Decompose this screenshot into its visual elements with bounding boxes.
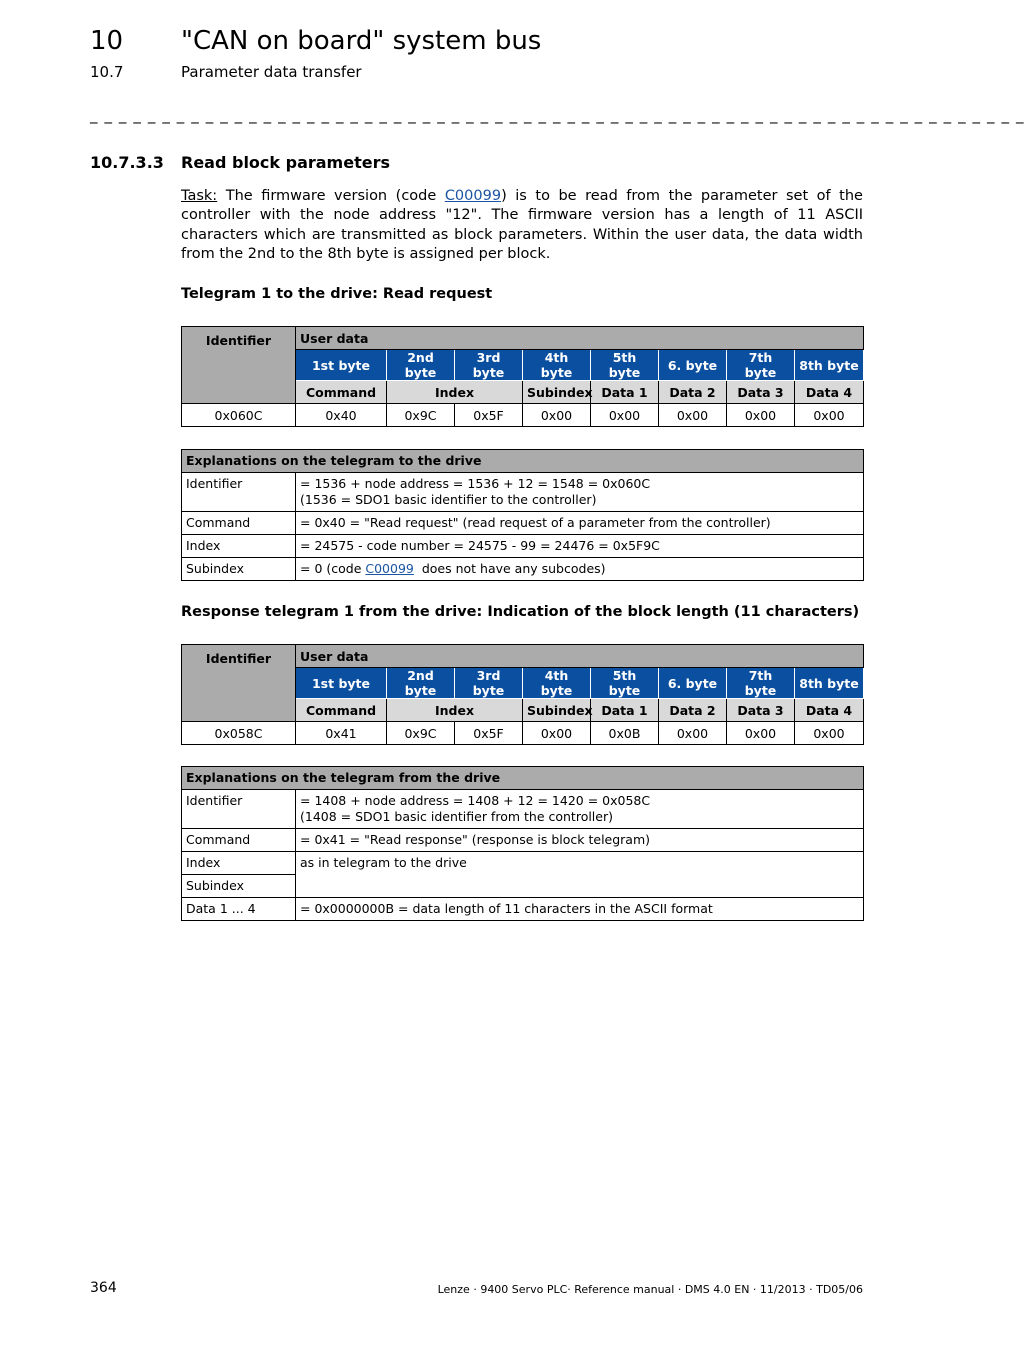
explain-value: as in telegram to the drive — [296, 852, 864, 898]
byte-header: 4th byte — [523, 350, 591, 381]
byte-header: 2nd byte — [387, 350, 455, 381]
explain-label: Subindex — [182, 875, 296, 898]
byte-header: 6. byte — [659, 350, 727, 381]
field-header: Data 4 — [795, 381, 864, 404]
field-header: Data 3 — [727, 381, 795, 404]
field-header: Data 2 — [659, 381, 727, 404]
table-cell: 0x00 — [727, 722, 795, 745]
chapter-number: 10 — [90, 26, 124, 56]
explain-line: (1408 = SDO1 basic identifier from the controller) — [300, 809, 613, 824]
byte-header: 5th byte — [591, 668, 659, 699]
subsection-number: 10.7.3.3 — [90, 153, 164, 172]
table-cell: 0x00 — [795, 722, 864, 745]
header-rule: _ _ _ _ _ _ _ _ _ _ _ _ _ _ _ _ _ _ _ _ _ _ _ _ _ _ _ _ _ _ _ _ _ _ _ _ _ _ _ _ _ _ _ _ _ _ _ _ _ _ _ _ _ _ _ _ _ _ _ _ _ _ _ _ _ — [90, 106, 1025, 124]
byte-header: 3rd byte — [455, 350, 523, 381]
explain1-table — [181, 449, 864, 581]
table-cell: 0x060C — [182, 404, 296, 427]
chapter-title: "CAN on board" system bus — [181, 26, 542, 56]
explain-value: = 0x40 = "Read request" (read request of a parameter from the controller) — [296, 512, 864, 535]
task-label: Task: — [181, 188, 218, 204]
table-cell: 0x41 — [296, 722, 387, 745]
explain-label: Command — [182, 512, 296, 535]
field-header: Index — [387, 699, 523, 722]
field-header: Data 4 — [795, 699, 864, 722]
table-cell: 0x00 — [523, 404, 591, 427]
explain-value — [296, 473, 864, 512]
field-header: Data 1 — [591, 381, 659, 404]
user-data-header: User data — [296, 327, 864, 350]
byte-header: 6. byte — [659, 668, 727, 699]
identifier-header: Identifier — [182, 327, 296, 404]
table-cell: 0x40 — [296, 404, 387, 427]
table-cell: 0x0B — [591, 722, 659, 745]
field-header: Subindex — [523, 381, 591, 404]
task-text-2: ) is to be read from the parameter set of the controller with the node address "12". The firmware version has a length of 11 ASCII characters which are transmitted as block parameters. Within the user data, the data width from the 2nd to the 8th byte is assigned per block. — [181, 188, 863, 263]
section-title: Parameter data transfer — [181, 63, 362, 81]
field-header: Data 1 — [591, 699, 659, 722]
field-header: Command — [296, 381, 387, 404]
table-cell: 0x00 — [591, 404, 659, 427]
table-cell: 0x058C — [182, 722, 296, 745]
telegram1-heading: Telegram 1 to the drive: Read request — [181, 286, 493, 302]
explain-label: Index — [182, 535, 296, 558]
byte-header: 8th byte — [795, 350, 864, 381]
explain-value: = 0x41 = "Read response" (response is block telegram) — [296, 829, 864, 852]
explain-value — [296, 790, 864, 829]
explain-label: Command — [182, 829, 296, 852]
explain-label: Subindex — [182, 558, 296, 581]
explain-label: Data 1 ... 4 — [182, 898, 296, 921]
byte-header: 7th byte — [727, 350, 795, 381]
explain-line: (1536 = SDO1 basic identifier to the controller) — [300, 492, 597, 507]
byte-header: 4th byte — [523, 668, 591, 699]
explain-value: = 0x0000000B = data length of 11 characters in the ASCII format — [296, 898, 864, 921]
byte-header: 5th byte — [591, 350, 659, 381]
byte-header: 1st byte — [296, 668, 387, 699]
field-header: Data 3 — [727, 699, 795, 722]
explain-label: Index — [182, 852, 296, 875]
table-cell: 0x5F — [455, 404, 523, 427]
telegram1-table — [181, 326, 864, 427]
field-header: Index — [387, 381, 523, 404]
explain-value — [296, 558, 864, 581]
subsection-title: Read block parameters — [181, 153, 390, 172]
byte-header: 2nd byte — [387, 668, 455, 699]
byte-header: 8th byte — [795, 668, 864, 699]
page-number: 364 — [90, 1280, 117, 1296]
byte-header: 3rd byte — [455, 668, 523, 699]
field-header: Data 2 — [659, 699, 727, 722]
user-data-header: User data — [296, 645, 864, 668]
explain-text: does not have any subcodes) — [413, 561, 606, 576]
explain-text: = 0 (code — [300, 561, 366, 576]
explain2-title: Explanations on the telegram from the drive — [182, 767, 864, 790]
code-link-c00099[interactable]: C00099 — [365, 561, 414, 576]
task-text-1: The firmware version (code — [217, 188, 445, 204]
byte-header: 7th byte — [727, 668, 795, 699]
table-cell: 0x00 — [659, 404, 727, 427]
explain1-title: Explanations on the telegram to the drive — [182, 450, 864, 473]
telegram2-heading: Response telegram 1 from the drive: Indication of the block length (11 characters) — [181, 604, 860, 620]
code-link-c00099[interactable]: C00099 — [444, 188, 502, 204]
task-paragraph — [181, 187, 863, 265]
table-cell: 0x00 — [727, 404, 795, 427]
table-cell: 0x00 — [659, 722, 727, 745]
section-number: 10.7 — [90, 63, 124, 81]
table-cell: 0x5F — [455, 722, 523, 745]
byte-header: 1st byte — [296, 350, 387, 381]
explain-label: Identifier — [182, 473, 296, 512]
telegram2-table — [181, 644, 864, 745]
footer-text: Lenze · 9400 Servo PLC· Reference manual · DMS 4.0 EN · 11/2013 · TD05/06 — [437, 1283, 863, 1296]
field-header: Subindex — [523, 699, 591, 722]
identifier-header: Identifier — [182, 645, 296, 722]
table-cell: 0x9C — [387, 404, 455, 427]
table-cell: 0x9C — [387, 722, 455, 745]
explain2-table — [181, 766, 864, 921]
explain-line: = 1536 + node address = 1536 + 12 = 1548 = 0x060C — [300, 476, 651, 491]
explain-line: = 1408 + node address = 1408 + 12 = 1420 = 0x058C — [300, 793, 651, 808]
table-cell: 0x00 — [795, 404, 864, 427]
explain-label: Identifier — [182, 790, 296, 829]
explain-value: = 24575 - code number = 24575 - 99 = 24476 = 0x5F9C — [296, 535, 864, 558]
table-cell: 0x00 — [523, 722, 591, 745]
field-header: Command — [296, 699, 387, 722]
